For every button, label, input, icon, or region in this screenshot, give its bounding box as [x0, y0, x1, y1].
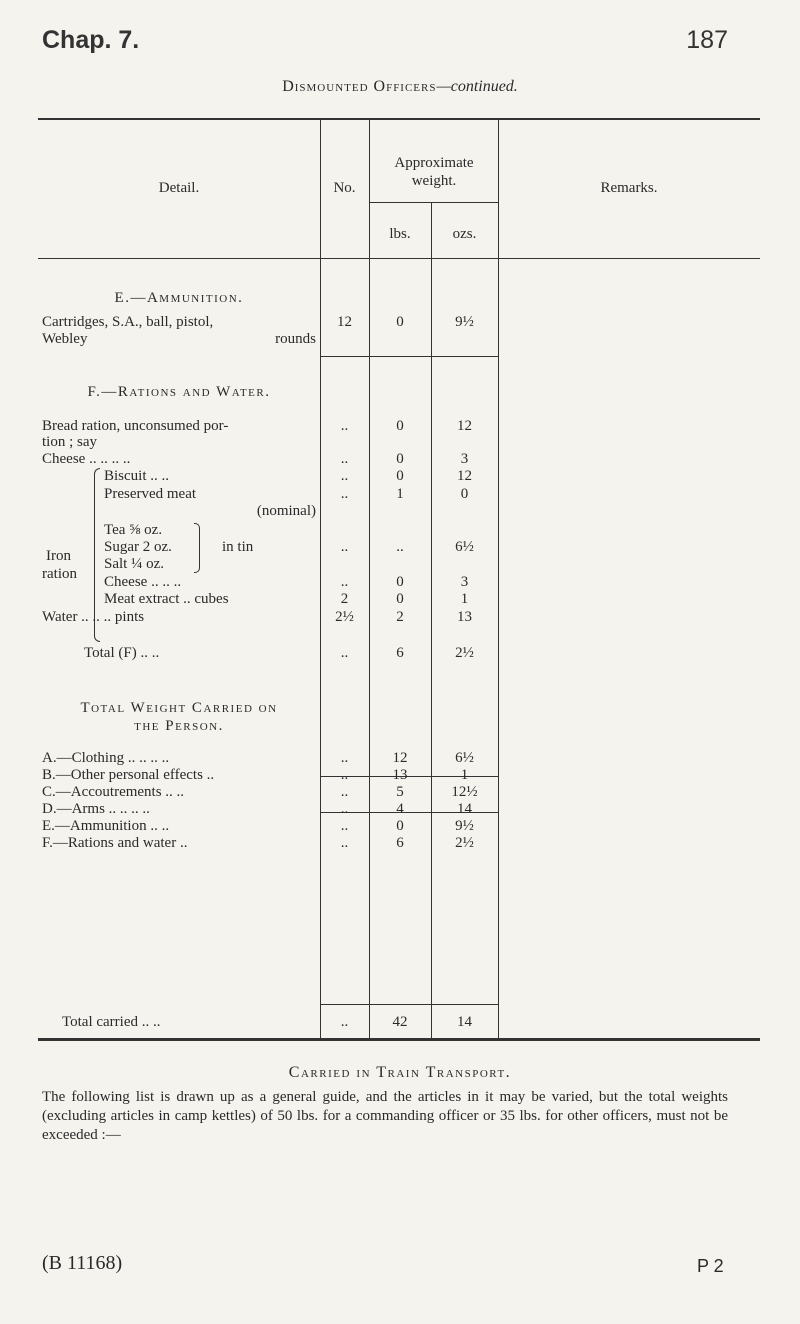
tin-no: ..: [340, 539, 349, 555]
bread-ozs: 12: [457, 418, 472, 434]
weight-subheader-rule: [369, 202, 498, 203]
header-lbs: lbs.: [389, 226, 411, 242]
total-row-clothing-no: ..: [340, 750, 349, 766]
chapter-heading: Chap. 7.: [42, 26, 140, 54]
total-row-accoutrements-lbs: 5: [396, 784, 404, 800]
preserved-meat-no: ..: [340, 486, 349, 502]
signature-mark: P 2: [697, 1256, 724, 1276]
total-row-rations-no: ..: [340, 835, 349, 851]
preserved-meat-nominal: (nominal): [256, 503, 316, 519]
page-subtitle: [0, 78, 800, 96]
rule-before-grand-total: [320, 1004, 498, 1005]
grand-total-label: Total carried .. ..: [62, 1014, 161, 1030]
water-no: 2½: [335, 609, 354, 625]
total-row-arms-ozs: 14: [457, 801, 472, 817]
cheese-detail: Cheese .. .. .. ..: [42, 451, 131, 467]
meat-extract-ozs: 1: [460, 591, 469, 607]
sugar-detail: Sugar 2 oz.: [104, 539, 172, 555]
total-row-ammunition-ozs: 9½: [455, 818, 474, 834]
biscuit-no: ..: [340, 468, 349, 484]
section-total-title-line1: Total Weight Carried on: [80, 700, 278, 716]
total-f-no: ..: [340, 645, 349, 661]
cartridges-unit: rounds: [275, 331, 316, 347]
cartridges-no: 12: [337, 314, 352, 330]
cheese-no: ..: [340, 451, 349, 467]
header-bottom-rule: [38, 258, 760, 259]
total-row-effects-label: B.—Other personal effects ..: [42, 767, 215, 783]
preserved-meat-lbs: 1: [396, 486, 404, 502]
total-f-ozs: 2½: [455, 645, 474, 661]
cheese-ozs: 3: [460, 451, 469, 467]
table-bottom-rule: [38, 1038, 760, 1041]
in-tin-label: in tin: [222, 539, 254, 555]
tea-detail: Tea ⅝ oz.: [104, 522, 163, 538]
bread-detail-line1: Bread ration, unconsumed por-: [42, 418, 229, 434]
subtitle-main: Dismounted Officers: [282, 78, 437, 95]
total-row-accoutrements-ozs: 12½: [451, 784, 478, 800]
tin-ozs: 6½: [455, 539, 474, 555]
cheese-lbs: 0: [396, 451, 404, 467]
total-row-rations-label: F.—Rations and water ..: [42, 835, 188, 851]
total-row-arms-no: ..: [340, 801, 349, 817]
total-f-label: Total (F) .. ..: [84, 645, 160, 661]
total-row-ammunition-no: ..: [340, 818, 349, 834]
total-row-accoutrements-label: C.—Accoutrements .. ..: [42, 784, 185, 800]
salt-detail: Salt ¼ oz.: [104, 556, 164, 572]
bread-no: ..: [340, 418, 349, 434]
print-code: (B 11168): [42, 1252, 123, 1274]
water-lbs: 2: [396, 609, 404, 625]
water-ozs: 13: [457, 609, 472, 625]
cartridges-detail-line2: Webley: [42, 331, 88, 347]
section-e-title: E.—Ammunition.: [114, 290, 244, 306]
header-remarks: Remarks.: [600, 180, 658, 196]
carried-title: Carried in Train Transport.: [288, 1064, 512, 1081]
iron-ration-label-2: ration: [42, 566, 77, 582]
grand-total-no: ..: [340, 1014, 349, 1030]
grand-total-lbs: 42: [392, 1014, 408, 1030]
page-number: 187: [686, 26, 728, 54]
header-no: No.: [333, 180, 356, 196]
header-detail: Detail.: [158, 180, 200, 196]
rule-after-e: [320, 356, 498, 357]
total-row-effects-ozs: 1: [460, 767, 469, 783]
total-row-effects-lbs: 13: [392, 767, 408, 783]
biscuit-ozs: 12: [457, 468, 472, 484]
subtitle-continued: —continued.: [436, 78, 518, 95]
total-row-effects-no: ..: [340, 767, 349, 783]
total-row-clothing-ozs: 6½: [455, 750, 474, 766]
total-row-clothing-label: A.—Clothing .. .. .. ..: [42, 750, 170, 766]
section-total-title-line2: the Person.: [134, 718, 224, 734]
header-ozs: ozs.: [452, 226, 477, 242]
total-row-arms-lbs: 4: [396, 801, 404, 817]
total-row-ammunition-label: E.—Ammunition .. ..: [42, 818, 170, 834]
section-f-title: F.—Rations and Water.: [87, 384, 271, 400]
iron-cheese-ozs: 3: [460, 574, 469, 590]
iron-cheese-no: ..: [340, 574, 349, 590]
total-row-clothing-lbs: 12: [392, 750, 408, 766]
meat-extract-no: 2: [340, 591, 349, 607]
preserved-meat-ozs: 0: [460, 486, 469, 502]
water-detail: Water .. .. .. pints: [42, 609, 145, 625]
tin-brace: [194, 523, 200, 573]
total-row-ammunition-lbs: 0: [396, 818, 404, 834]
table-top-rule: [38, 118, 760, 120]
grand-total-ozs: 14: [457, 1014, 472, 1030]
cartridges-detail-line1: Cartridges, S.A., ball, pistol,: [42, 314, 214, 330]
cartridges-ozs: 9½: [455, 314, 474, 330]
cartridges-lbs: 0: [396, 314, 404, 330]
total-row-rations-ozs: 2½: [455, 835, 474, 851]
tin-lbs: ..: [396, 539, 404, 555]
total-row-arms-label: D.—Arms .. .. .. ..: [42, 801, 150, 817]
total-f-lbs: 6: [396, 645, 404, 661]
col-divider-remarks: [498, 120, 499, 1038]
carried-paragraph: The following list is drawn up as a general guide, and the articles in it may be varied, but the total weights (excluding articles in camp kettles) of 50 lbs. for a commanding officer or 35 lbs. for other officers, must not be exceeded :—: [42, 1089, 728, 1143]
bread-detail-line2: tion ; say: [42, 434, 97, 450]
preserved-meat-detail: Preserved meat: [104, 486, 197, 502]
iron-cheese-detail: Cheese .. .. ..: [104, 574, 182, 590]
iron-ration-label-1: Iron: [46, 548, 71, 564]
meat-extract-lbs: 0: [396, 591, 404, 607]
iron-cheese-lbs: 0: [396, 574, 404, 590]
biscuit-lbs: 0: [396, 468, 404, 484]
header-approx-weight: Approximate weight.: [394, 155, 474, 189]
biscuit-detail: Biscuit .. ..: [104, 468, 170, 484]
total-row-rations-lbs: 6: [396, 835, 404, 851]
bread-lbs: 0: [396, 418, 404, 434]
total-row-accoutrements-no: ..: [340, 784, 349, 800]
meat-extract-detail: Meat extract .. cubes: [104, 591, 229, 607]
